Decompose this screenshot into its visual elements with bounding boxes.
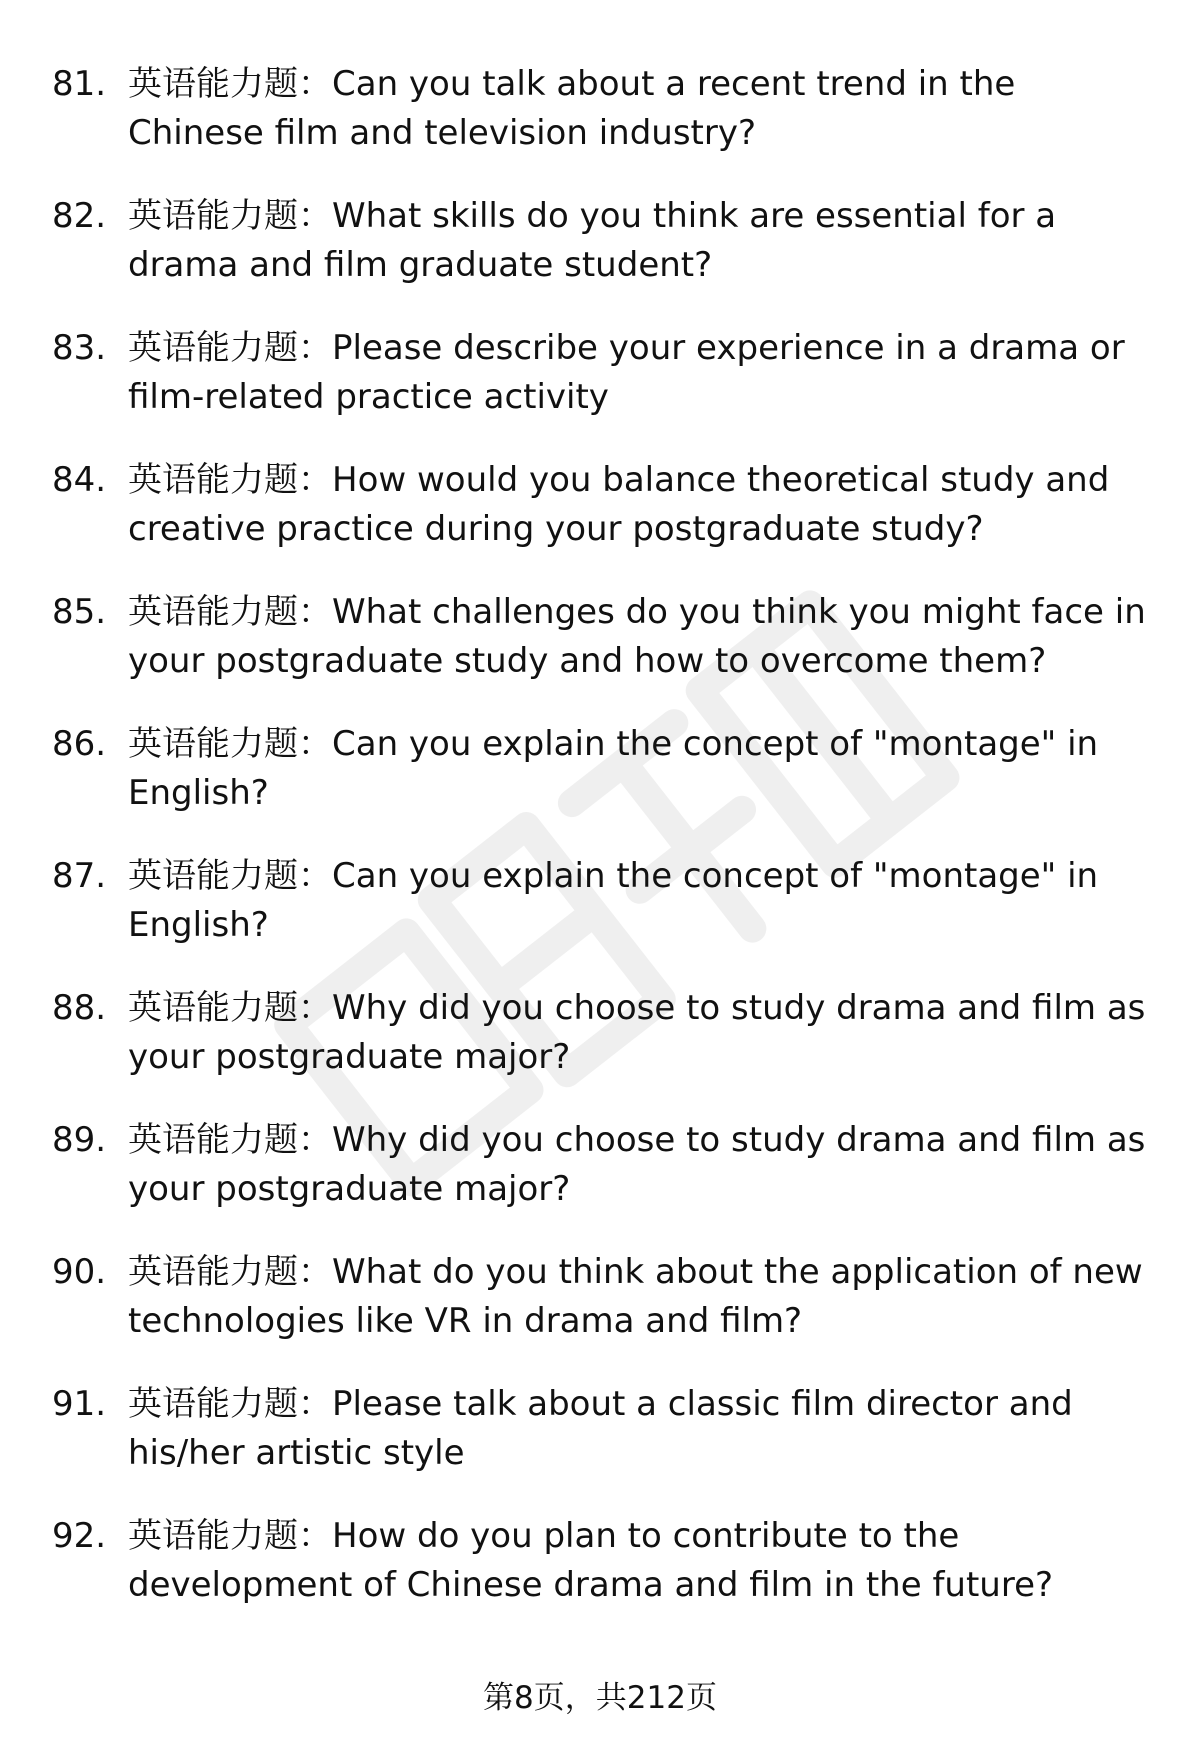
question-item xyxy=(0,192,1200,324)
question-number: 90. xyxy=(52,1252,107,1292)
question-item xyxy=(0,588,1200,720)
question-body: Why did you choose to study drama and film as your postgraduate major? xyxy=(128,1120,1146,1209)
question-number: 88. xyxy=(52,988,107,1028)
question-text xyxy=(128,852,1148,950)
question-list xyxy=(0,60,1200,1644)
question-category: 英语能力题： xyxy=(128,592,332,632)
question-number: 81. xyxy=(52,64,107,104)
question-number: 89. xyxy=(52,1120,107,1160)
question-item xyxy=(0,720,1200,852)
question-item xyxy=(0,984,1200,1116)
question-body: Can you explain the concept of "montage" in English? xyxy=(128,856,1099,945)
question-item xyxy=(0,1380,1200,1512)
question-item xyxy=(0,1116,1200,1248)
question-item xyxy=(0,60,1200,192)
question-item xyxy=(0,852,1200,984)
question-body: Please talk about a classic film director and his/her artistic style xyxy=(128,1384,1073,1473)
question-category: 英语能力题： xyxy=(128,328,332,368)
question-text xyxy=(128,456,1148,554)
question-body: How do you plan to contribute to the development of Chinese drama and film in the future? xyxy=(128,1516,1054,1605)
question-number: 92. xyxy=(52,1516,107,1556)
question-body: Can you explain the concept of "montage" in English? xyxy=(128,724,1099,813)
question-item xyxy=(0,324,1200,456)
question-category: 英语能力题： xyxy=(128,724,332,764)
question-text xyxy=(128,588,1148,686)
question-text xyxy=(128,1248,1148,1346)
question-text xyxy=(128,60,1148,158)
question-text xyxy=(128,192,1148,290)
question-number: 87. xyxy=(52,856,107,896)
question-body: What skills do you think are essential for a drama and film graduate student? xyxy=(128,196,1057,285)
question-category: 英语能力题： xyxy=(128,1120,332,1160)
page-footer: 第8页，共212页 xyxy=(483,1680,717,1716)
question-body: What challenges do you think you might face in your postgraduate study and how to overcome them? xyxy=(128,592,1146,681)
question-text xyxy=(128,1512,1148,1610)
question-category: 英语能力题： xyxy=(128,988,332,1028)
question-number: 91. xyxy=(52,1384,107,1424)
question-category: 英语能力题： xyxy=(128,64,332,104)
question-category: 英语能力题： xyxy=(128,1252,332,1292)
question-category: 英语能力题： xyxy=(128,1384,332,1424)
question-body: Please describe your experience in a drama or film-related practice activity xyxy=(128,328,1125,417)
question-number: 84. xyxy=(52,460,107,500)
question-item xyxy=(0,456,1200,588)
question-text xyxy=(128,1116,1148,1214)
question-item xyxy=(0,1248,1200,1380)
question-category: 英语能力题： xyxy=(128,1516,332,1556)
question-number: 82. xyxy=(52,196,107,236)
question-number: 86. xyxy=(52,724,107,764)
question-item xyxy=(0,1512,1200,1644)
question-text xyxy=(128,720,1148,818)
question-number: 83. xyxy=(52,328,107,368)
question-body: What do you think about the application of new technologies like VR in drama and film? xyxy=(128,1252,1143,1341)
question-text xyxy=(128,984,1148,1082)
question-body: Can you talk about a recent trend in the Chinese film and television industry? xyxy=(128,64,1016,153)
question-category: 英语能力题： xyxy=(128,856,332,896)
question-category: 英语能力题： xyxy=(128,460,332,500)
question-body: Why did you choose to study drama and film as your postgraduate major? xyxy=(128,988,1146,1077)
question-text xyxy=(128,324,1148,422)
question-text xyxy=(128,1380,1148,1478)
question-number: 85. xyxy=(52,592,107,632)
question-category: 英语能力题： xyxy=(128,196,332,236)
question-body: How would you balance theoretical study and creative practice during your postgraduate study? xyxy=(128,460,1110,549)
